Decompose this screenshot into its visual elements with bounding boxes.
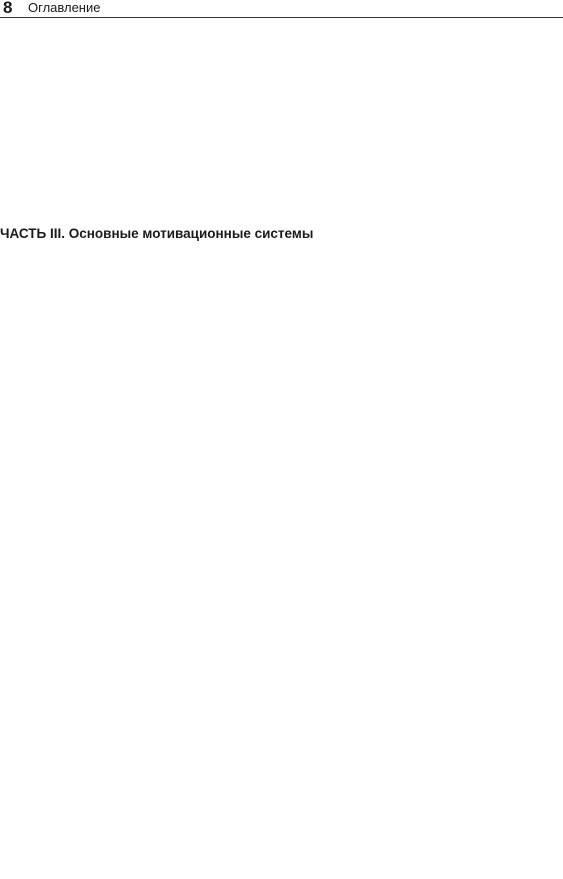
page-number: 8 <box>3 0 13 17</box>
running-title: Оглавление <box>28 0 101 15</box>
header-rule <box>0 17 563 18</box>
part-heading: ЧАСТЬ III. Основные мотивационные системы <box>0 226 314 241</box>
running-header <box>0 0 563 18</box>
